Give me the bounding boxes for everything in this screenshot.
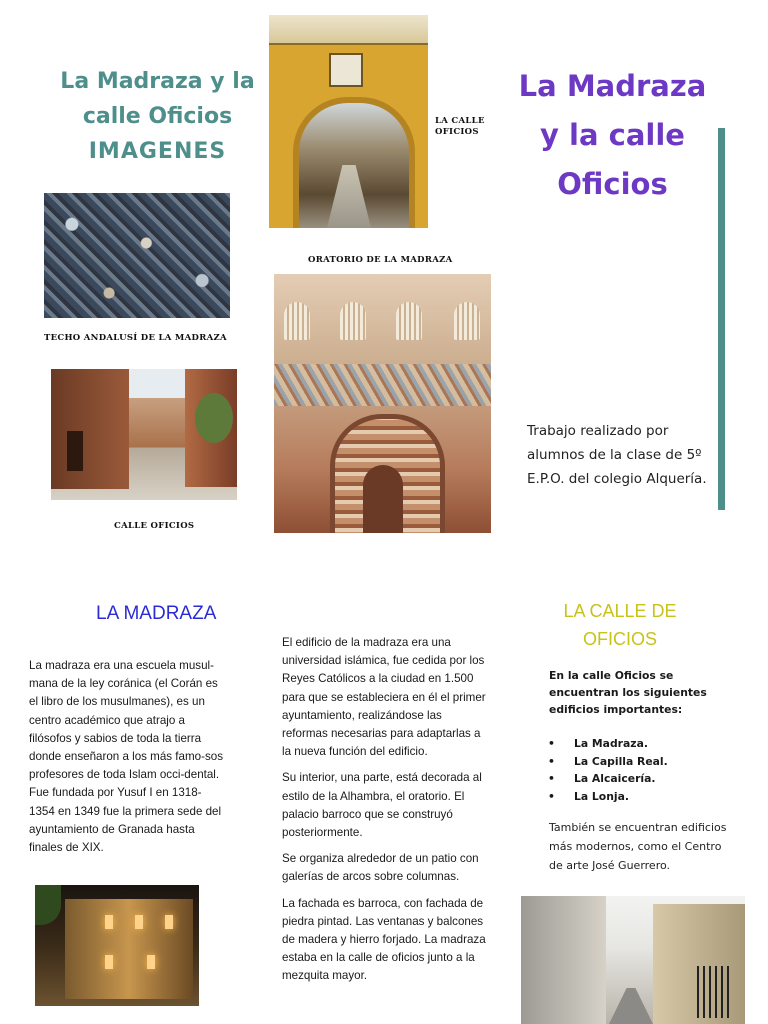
left-title-line2: calle Oficios: [82, 104, 233, 129]
calle-heading: LA CALLE DE OFICIOS: [563, 601, 677, 649]
list-item: • La Madraza.: [548, 735, 723, 753]
madraza-night-photo: [35, 885, 199, 1006]
middle-column: [282, 634, 487, 994]
list-item: • La Lonja.: [548, 788, 723, 806]
madraza-body: La madraza era una escuela musul-mana de la ley coránica (el Corán es el libro de los musulmanes), es un centro académico que atrajo a filósofos y sabios de toda la tierra donde enseñaron a los más famo-sos profesores de toda Islam occi-dental. Fue fundada por Yusuf I en 1318-1354 en 1349 fue la primera sede del ayuntamiento de Granada hasta finales de XIX.: [29, 659, 223, 855]
madraza-heading: LA MADRAZA: [96, 603, 217, 624]
left-title-line3: IMAGENES: [88, 139, 227, 164]
left-title: [55, 64, 260, 169]
right-title-line2: y la calle: [540, 118, 685, 152]
list-item: • La Capilla Real.: [548, 753, 723, 771]
caption-oratorio: ORATORIO DE LA MADRAZA: [308, 255, 453, 265]
right-title-line1: La Madraza: [518, 69, 707, 103]
calle-oficios-street-photo-2: [521, 896, 745, 1024]
caption-techo: TECHO ANDALUSÍ DE LA MADRAZA: [44, 333, 227, 343]
oratorio-photo: [274, 274, 491, 533]
calle-oficios-arch-photo: [269, 15, 428, 228]
calle-outro: También se encuentran edificios más modernos, como el Centro de arte José Guerrero.: [549, 821, 727, 872]
calle-oficios-street-photo: [51, 369, 237, 500]
buildings-list: [548, 735, 723, 805]
calle-intro: En la calle Oficios se encuentran los siguientes edificios importantes:: [549, 669, 707, 716]
techo-andalusi-photo: [44, 193, 230, 318]
right-title-line3: Oficios: [557, 167, 668, 201]
caption-calle-oficios: CALLE OFICIOS: [114, 521, 195, 531]
middle-paragraph-3: Se organiza alrededor de un patio con galerías de arcos sobre columnas.: [282, 852, 479, 884]
accent-bar: [718, 128, 725, 510]
caption-la-calle-oficios: LA CALLE OFICIOS: [435, 116, 485, 137]
right-title: [510, 62, 715, 209]
left-title-line1: La Madraza y la: [60, 69, 255, 94]
middle-paragraph-1: El edificio de la madraza era una universidad islámica, fue cedida por los Reyes Católicos a la ciudad en 1.500 para que se estableciera en él el primer ayuntamiento, realizándose las reformas necesarias para adaptarlas a la nueva función del edificio.: [282, 636, 486, 759]
credit-text: Trabajo realizado por alumnos de la clase de 5º E.P.O. del colegio Alquería.: [527, 423, 707, 487]
list-item: • La Alcaicería.: [548, 770, 723, 788]
middle-paragraph-2: Su interior, una parte, está decorada al estilo de la Alhambra, el oratorio. El palacio barroco que se construyó posteriormente.: [282, 771, 482, 840]
middle-paragraph-4: La fachada es barroca, con fachada de piedra pintad. Las ventanas y balcones de madera y hierro forjado. La madraza estaba en la calle de oficios junto a la mezquita mayor.: [282, 896, 486, 983]
